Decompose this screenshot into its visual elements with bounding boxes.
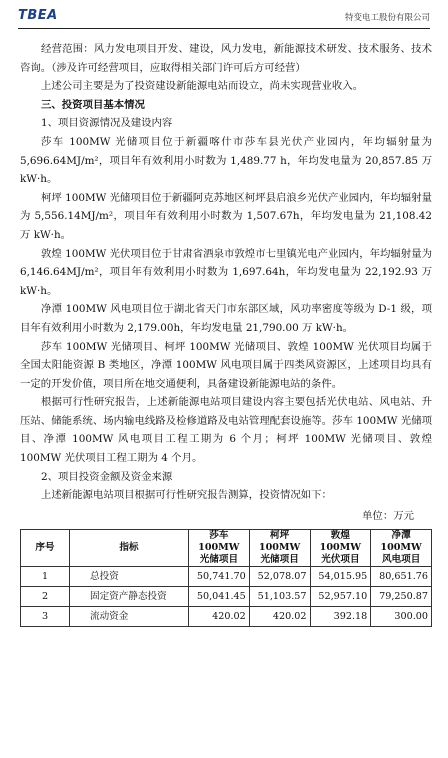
unit-label: 单位：万元 [362, 509, 414, 522]
table-cell: 420.02 [249, 607, 310, 627]
table-row [21, 607, 432, 627]
paragraph-dunhuang: 敦煌 100MW 光伏项目位于甘肃省酒泉市敦煌市七里镇光电产业园内，年均辐射量为 6,146.64MJ/m²，项目年有效利用小时数为 1,697.64h，年均发电量为 22,192.93 万 kW·h。 [20, 247, 432, 297]
table-cell: 420.02 [189, 607, 250, 627]
table-header-row [21, 530, 432, 567]
header-cell: 指标 [70, 530, 189, 567]
paragraph-business-scope: 经营范围：风力发电项目开发、建设，风力发电，新能源技术研发、技术服务、技术咨询。（涉及许可经营项目，应取得相关部门许可后方可经营） [20, 43, 432, 74]
table-cell: 50,041.45 [189, 587, 250, 607]
table-cell: 392.18 [310, 607, 371, 627]
table-cell: 300.00 [371, 607, 432, 627]
header-cell: 柯坪 100MW 光储项目 [249, 530, 310, 567]
investment-table [20, 529, 432, 627]
table-row [21, 567, 432, 587]
company-name: 特变电工股份有限公司 [344, 13, 430, 23]
table-cell: 固定资产静态投资 [70, 587, 189, 607]
subsection-heading-investment: 2、项目投资金额及资金来源 [41, 470, 173, 483]
table-cell: 80,651.76 [371, 567, 432, 587]
subsection-heading-resources: 1、项目资源情况及建设内容 [41, 117, 173, 130]
header-cell: 敦煌 100MW 光伏项目 [310, 530, 371, 567]
paragraph-investment-intro: 上述新能源电站项目根据可行性研究报告测算，投资情况如下： [41, 489, 332, 502]
table-cell: 流动资金 [70, 607, 189, 627]
document-body [20, 40, 432, 627]
tbea-logo: TBEA [18, 8, 58, 23]
paragraph-resource-class: 莎车 100MW 光储项目、柯坪 100MW 光储项目、敦煌 100MW 光伏项目均属于全国太阳能资源 B 类地区，净潭 100MW 风电项目属于四类风资源区，上述项目均具有一定的开发价值，项目所在地交通便利，具备建设新能源电站的条件。 [20, 340, 432, 390]
table-cell: 79,250.87 [371, 587, 432, 607]
paragraph-company-purpose: 上述公司主要是为了投资建设新能源电站而设立，尚未实现营业收入。 [41, 80, 364, 93]
table-row [21, 587, 432, 607]
page-header [18, 6, 430, 29]
header-cell: 净潭 100MW 风电项目 [371, 530, 432, 567]
table-cell: 2 [21, 587, 70, 607]
table-cell: 51,103.57 [249, 587, 310, 607]
table-cell: 52,078.07 [249, 567, 310, 587]
header-cell: 序号 [21, 530, 70, 567]
paragraph-shache: 莎车 100MW 光储项目位于新疆喀什市莎车县光伏产业园内，年均辐射量为 5,696.64MJ/m²，项目年有效利用小时数为 1,489.77 h，年均发电量为 20,857.85 万 kW·h。 [20, 135, 432, 186]
paragraph-jingtan: 净潭 100MW 风电项目位于湖北省天门市东部区域，风功率密度等级为 D-1 级，项目年有效利用小时数为 2,179.00h，年均发电量 21,790.00 万 kW·h。 [20, 303, 432, 334]
paragraph-keping: 柯坪 100MW 光储项目位于新疆阿克苏地区柯坪县启浪乡光伏产业园内，年均辐射量为 5,556.14MJ/m²，项目年有效利用小时数为 1,507.67h，年均发电量为 21,108.42 万 kW·h。 [20, 191, 432, 241]
table-cell: 54,015.95 [310, 567, 371, 587]
table-cell: 52,957.10 [310, 587, 371, 607]
section-heading: 三、投资项目基本情况 [41, 98, 145, 111]
header-cell: 莎车 100MW 光储项目 [189, 530, 250, 567]
table-cell: 3 [21, 607, 70, 627]
table-cell: 1 [21, 567, 70, 587]
table-cell: 50,741.70 [189, 567, 250, 587]
table-cell: 总投资 [70, 567, 189, 587]
paragraph-construction: 根据可行性研究报告，上述新能源电站项目建设内容主要包括光伏电站、风电站、升压站、储能系统、场内输电线路及检修道路及电站管理配套设施等。莎车 100MW 光储项目、净潭 100MW 风电项目工程工期为 6 个月；柯坪 100MW 光储项目、敦煌 100MW 光伏项目工程工期为 4 个月。 [20, 396, 432, 465]
